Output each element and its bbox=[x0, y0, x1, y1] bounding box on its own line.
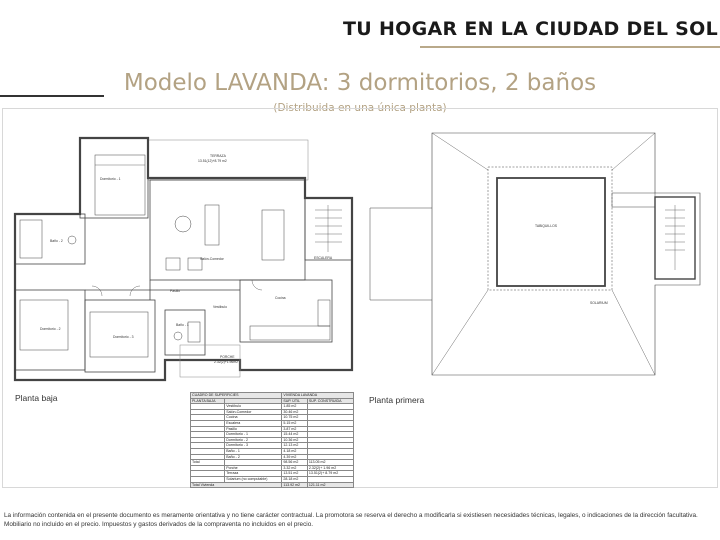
coffee-table bbox=[175, 216, 191, 232]
table-title: CUADRO DE SUPERFICIES bbox=[191, 393, 282, 399]
label-vestibulo: Vestíbulo bbox=[213, 305, 227, 309]
table-grand-total-row: Total Vivienda 113.92 m2 121.11 m2 bbox=[191, 482, 354, 488]
sofa bbox=[205, 205, 219, 245]
table-row: Salón-Comedor 30.46 m2 bbox=[191, 409, 354, 415]
table-row: Escalera 5.15 m2 bbox=[191, 420, 354, 426]
label-salon: Salón-Comedor bbox=[200, 257, 224, 261]
table-row: Solarium (no computable) 28.18 m2 bbox=[191, 476, 354, 482]
label-bano-1: Baño - 1 bbox=[176, 323, 189, 327]
brand-headline: TU HOGAR EN LA CIUDAD DEL SOL bbox=[343, 18, 718, 40]
table-row: Cocina 10.75 m2 bbox=[191, 415, 354, 421]
table-row: Porche 3.32 m2 2.32(2)+ 1.96 m2 bbox=[191, 465, 354, 471]
label-terraza-area: 13.51(12)+8.79 m2 bbox=[198, 159, 227, 163]
table-section: PLANTA BAJA bbox=[191, 398, 225, 404]
label-cocina: Cocina bbox=[275, 296, 286, 300]
bed-1 bbox=[95, 155, 145, 215]
table-model: VIVIENDA LAVANDA bbox=[282, 393, 354, 399]
living-room-walls bbox=[150, 180, 305, 280]
tabiquillos-dashed-outline bbox=[488, 167, 612, 290]
areas-table bbox=[190, 392, 354, 488]
ground-floor-plan bbox=[15, 138, 352, 380]
table-row: Dormitorio - 2 10.36 m2 bbox=[191, 437, 354, 443]
table-row: Dormitorio - 1 15.44 m2 bbox=[191, 432, 354, 438]
first-floor-caption: Planta primera bbox=[369, 395, 425, 405]
terrace-outline bbox=[148, 140, 308, 180]
roof-outline bbox=[432, 133, 700, 375]
legal-disclaimer: La información contenida en el presente documento es meramente orientativa y no tiene carácter contractual. La promotora se reserva el derecho a modificarla si existiesen necesidades técnicas, legales, o indicaciones de la dirección facultativa. Mobiliario no incluido en el precio. Impuestos y gastos derivados de la compraventa no incluidos en el precio. bbox=[4, 512, 698, 528]
table-row: Dormitorio - 3 12.13 m2 bbox=[191, 443, 354, 449]
dining-table bbox=[262, 210, 284, 260]
label-porche: PORCHE bbox=[220, 355, 235, 359]
label-dormitorio-1: Dormitorio - 1 bbox=[100, 177, 121, 181]
bed-2 bbox=[20, 300, 68, 350]
label-tabiquillos: TABIQUILLOS bbox=[535, 224, 557, 228]
ground-floor-caption: Planta baja bbox=[15, 393, 58, 403]
table-row: Pasillo 3.87 m2 bbox=[191, 426, 354, 432]
label-dormitorio-3: Dormitorio - 3 bbox=[113, 335, 134, 339]
page-title: Modelo LAVANDA: 3 dormitorios, 2 baños bbox=[123, 70, 597, 96]
headline-underline bbox=[420, 46, 720, 48]
label-terraza: TERRAZA bbox=[210, 154, 226, 158]
table-total-row: Total 98.56 m2 113.05 m2 bbox=[191, 460, 354, 466]
tabiquillos-room bbox=[497, 178, 605, 286]
label-solarium: SOLARIUM bbox=[590, 301, 608, 305]
label-dormitorio-2: Dormitorio - 2 bbox=[40, 327, 61, 331]
label-bano-2: Baño - 2 bbox=[50, 239, 63, 243]
exterior-walls bbox=[15, 138, 352, 380]
bath-1-walls bbox=[165, 310, 205, 355]
staircase bbox=[305, 198, 352, 260]
table-row: Terraza 13.51 m2 13.51(2)+ 8.79 m2 bbox=[191, 471, 354, 477]
label-pasillo: Pasillo bbox=[170, 289, 180, 293]
page-subtitle: (Distribuida en una única planta) bbox=[273, 102, 447, 114]
table-row: Vestíbulo 1.85 m2 bbox=[191, 404, 354, 410]
ground-floor-labels bbox=[40, 154, 333, 364]
table-row: Baño - 2 4.39 m2 bbox=[191, 454, 354, 460]
label-escalera: ESCALERA bbox=[314, 256, 333, 260]
table-row: Baño - 1 4.18 m2 bbox=[191, 448, 354, 454]
first-floor-labels bbox=[535, 224, 608, 305]
first-floor-plan bbox=[370, 133, 700, 375]
floor-plans-drawing bbox=[0, 108, 720, 488]
table-col-util: SUP. ÚTIL bbox=[282, 398, 307, 404]
label-porche-area: 2.32(2)+1.96m2 bbox=[214, 360, 239, 364]
table-col-construida: SUP. CONSTRUIDA bbox=[307, 398, 353, 404]
